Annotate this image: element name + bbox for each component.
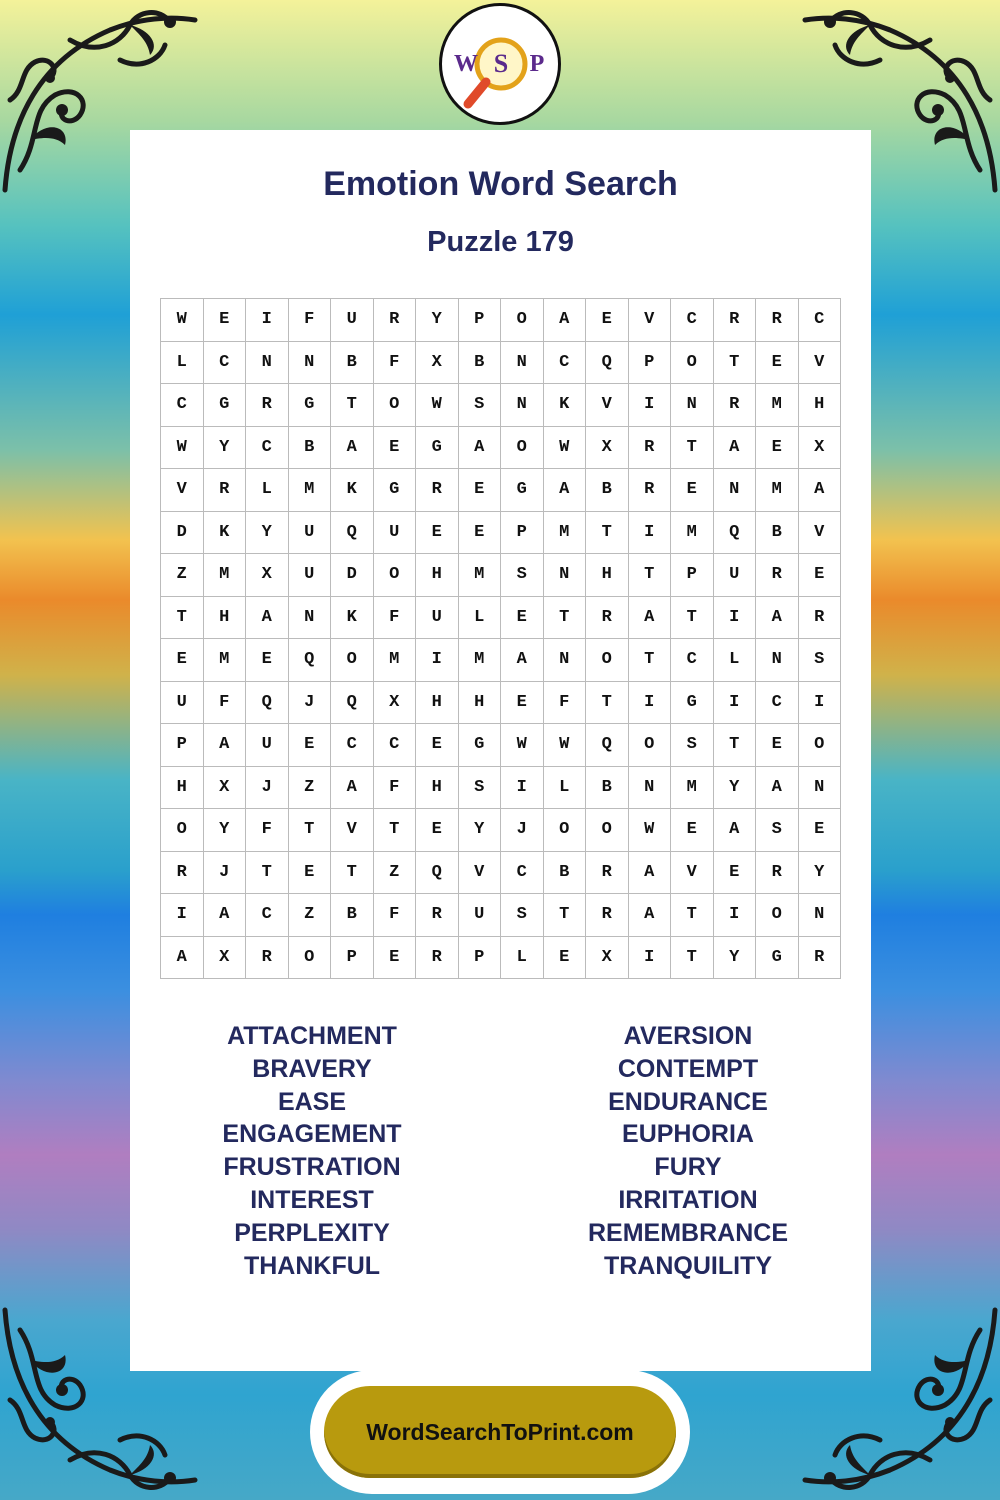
grid-cell[interactable]: E [459,512,502,555]
grid-cell[interactable]: C [756,682,799,725]
grid-cell[interactable]: H [204,597,247,640]
grid-cell[interactable]: R [374,299,417,342]
grid-cell[interactable]: W [161,427,204,470]
grid-cell[interactable]: Y [714,767,757,810]
grid-cell[interactable]: P [161,724,204,767]
grid-cell[interactable]: E [671,809,714,852]
grid-cell[interactable]: P [459,299,502,342]
grid-cell[interactable]: R [629,469,672,512]
grid-cell[interactable]: M [459,554,502,597]
grid-cell[interactable]: L [544,767,587,810]
grid-cell[interactable]: G [204,384,247,427]
site-link-button[interactable]: WordSearchToPrint.com [324,1386,676,1478]
grid-cell[interactable]: R [416,469,459,512]
grid-cell[interactable]: A [629,852,672,895]
grid-cell[interactable]: J [289,682,332,725]
grid-cell[interactable]: D [331,554,374,597]
grid-cell[interactable]: C [331,724,374,767]
grid-cell[interactable]: O [374,384,417,427]
puzzle-number: Puzzle 179 [427,226,574,258]
grid-cell[interactable]: R [246,937,289,980]
grid-cell[interactable]: Z [161,554,204,597]
grid-cell[interactable]: G [374,469,417,512]
grid-cell[interactable]: T [544,597,587,640]
grid-cell[interactable]: O [586,809,629,852]
grid-cell[interactable]: U [374,512,417,555]
grid-cell[interactable]: T [331,384,374,427]
grid-cell[interactable]: E [714,852,757,895]
grid-cell[interactable]: E [799,554,842,597]
grid-cell[interactable]: A [714,427,757,470]
grid-cell[interactable]: I [629,512,672,555]
grid-cell[interactable]: B [459,342,502,385]
grid-cell[interactable]: W [416,384,459,427]
grid-cell[interactable]: I [629,937,672,980]
grid-cell[interactable]: I [501,767,544,810]
grid-cell[interactable]: S [459,384,502,427]
grid-cell[interactable]: A [161,937,204,980]
word-list-item: ENGAGEMENT [222,1120,402,1149]
word-list-item: FRUSTRATION [223,1153,401,1182]
grid-cell[interactable]: V [671,852,714,895]
grid-cell[interactable]: T [629,554,672,597]
grid-cell[interactable]: T [161,597,204,640]
site-logo[interactable] [439,3,561,125]
grid-cell[interactable]: E [501,682,544,725]
grid-cell[interactable]: K [544,384,587,427]
grid-cell[interactable]: I [714,682,757,725]
grid-cell[interactable]: T [246,852,289,895]
grid-cell[interactable]: K [204,512,247,555]
grid-cell[interactable]: E [756,342,799,385]
grid-cell[interactable]: Y [459,809,502,852]
grid-cell[interactable]: B [586,767,629,810]
grid-cell[interactable]: C [671,299,714,342]
grid-cell[interactable]: M [459,639,502,682]
grid-cell[interactable]: I [714,597,757,640]
grid-cell[interactable]: B [756,512,799,555]
grid-cell[interactable]: G [756,937,799,980]
grid-cell[interactable]: X [586,937,629,980]
grid-cell[interactable]: F [374,767,417,810]
grid-cell[interactable]: X [586,427,629,470]
word-list-item: REMEMBRANCE [588,1218,788,1247]
word-list-item: ATTACHMENT [227,1022,397,1050]
grid-cell[interactable]: A [544,469,587,512]
grid-cell[interactable]: X [246,554,289,597]
grid-cell[interactable]: I [246,299,289,342]
grid-cell[interactable]: S [671,724,714,767]
grid-cell[interactable]: W [161,299,204,342]
grid-cell[interactable]: N [544,639,587,682]
grid-cell[interactable]: W [544,427,587,470]
grid-cell[interactable]: I [714,894,757,937]
word-list-item: BRAVERY [252,1054,372,1083]
grid-cell[interactable]: A [756,767,799,810]
grid-cell[interactable]: C [204,342,247,385]
grid-cell[interactable]: H [161,767,204,810]
grid-cell[interactable]: T [671,427,714,470]
grid-cell[interactable]: M [671,512,714,555]
grid-cell[interactable]: B [586,469,629,512]
grid-cell[interactable]: H [416,554,459,597]
grid-cell[interactable]: V [331,809,374,852]
grid-cell[interactable]: N [246,342,289,385]
grid-cell[interactable]: B [289,427,332,470]
grid-cell[interactable]: U [459,894,502,937]
grid-cell[interactable]: O [289,937,332,980]
grid-cell[interactable]: L [459,597,502,640]
grid-cell[interactable]: N [544,554,587,597]
grid-cell[interactable]: C [501,852,544,895]
logo-letter-p: P [529,51,545,77]
grid-cell[interactable]: P [629,342,672,385]
grid-cell[interactable]: A [629,894,672,937]
grid-cell[interactable]: T [714,724,757,767]
grid-cell[interactable]: T [289,809,332,852]
grid-cell[interactable]: J [204,852,247,895]
word-list-item: ENDURANCE [608,1087,768,1116]
grid-cell[interactable]: F [204,682,247,725]
grid-cell[interactable]: N [756,639,799,682]
grid-cell[interactable]: R [416,937,459,980]
grid-cell[interactable]: C [671,639,714,682]
grid-cell[interactable]: C [374,724,417,767]
grid-cell[interactable]: X [374,682,417,725]
grid-cell[interactable]: A [714,809,757,852]
grid-cell[interactable]: E [459,469,502,512]
grid-cell[interactable]: Q [586,342,629,385]
grid-cell[interactable]: Z [289,894,332,937]
grid-cell[interactable]: X [204,767,247,810]
grid-cell[interactable]: L [161,342,204,385]
grid-cell[interactable]: S [501,554,544,597]
grid-cell[interactable]: R [756,852,799,895]
grid-cell[interactable]: Q [416,852,459,895]
grid-cell[interactable]: H [416,682,459,725]
word-list-left [152,1020,472,1282]
grid-cell[interactable]: U [416,597,459,640]
word-list-item: TRANQUILITY [603,1251,773,1280]
grid-cell[interactable]: R [416,894,459,937]
grid-cell[interactable]: Q [586,724,629,767]
grid-cell[interactable]: L [246,469,289,512]
grid-cell[interactable]: A [331,427,374,470]
grid-cell[interactable]: U [331,299,374,342]
grid-cell[interactable]: E [544,937,587,980]
magnifier-icon [442,6,558,122]
grid-cell[interactable]: I [161,894,204,937]
page-title: Emotion Word Search [323,165,678,203]
grid-cell[interactable]: C [799,299,842,342]
grid-cell[interactable]: M [756,384,799,427]
grid-cell[interactable]: U [289,554,332,597]
grid-cell[interactable]: E [671,469,714,512]
grid-cell[interactable]: R [714,299,757,342]
grid-cell[interactable]: P [459,937,502,980]
grid-cell[interactable]: O [501,299,544,342]
grid-cell[interactable]: R [756,299,799,342]
logo-letter-s: S [493,49,509,78]
grid-cell[interactable]: X [799,427,842,470]
grid-cell[interactable]: I [416,639,459,682]
grid-cell[interactable]: V [799,512,842,555]
grid-cell[interactable]: R [586,852,629,895]
grid-cell[interactable]: F [374,342,417,385]
grid-cell[interactable]: K [331,597,374,640]
grid-cell[interactable]: E [289,724,332,767]
grid-cell[interactable]: M [289,469,332,512]
footer-pill [310,1370,690,1494]
grid-cell[interactable]: N [629,767,672,810]
grid-cell[interactable]: A [204,724,247,767]
grid-cell[interactable]: J [246,767,289,810]
grid-cell[interactable]: R [629,427,672,470]
grid-cell[interactable]: Y [799,852,842,895]
grid-cell[interactable]: V [586,384,629,427]
grid-cell[interactable]: S [501,894,544,937]
grid-cell[interactable]: U [289,512,332,555]
grid-cell[interactable]: M [544,512,587,555]
word-list-item: PERPLEXITY [234,1218,390,1247]
grid-cell[interactable]: A [629,597,672,640]
grid-cell[interactable]: M [756,469,799,512]
grid-cell[interactable]: G [671,682,714,725]
grid-cell[interactable]: E [289,852,332,895]
grid-cell[interactable]: E [756,427,799,470]
grid-cell[interactable]: T [671,597,714,640]
grid-cell[interactable]: U [246,724,289,767]
grid-cell[interactable]: T [586,682,629,725]
grid-cell[interactable]: C [544,342,587,385]
word-list-item: CONTEMPT [617,1054,759,1083]
grid-cell[interactable]: F [289,299,332,342]
grid-cell[interactable]: D [161,512,204,555]
grid-cell[interactable]: O [501,427,544,470]
grid-cell[interactable]: R [586,894,629,937]
grid-cell[interactable]: E [374,937,417,980]
grid-cell[interactable]: F [544,682,587,725]
grid-cell[interactable]: K [331,469,374,512]
grid-cell[interactable]: O [629,724,672,767]
grid-cell[interactable]: T [331,852,374,895]
grid-cell[interactable]: M [204,639,247,682]
grid-cell[interactable]: O [671,342,714,385]
grid-cell[interactable]: B [544,852,587,895]
grid-cell[interactable]: V [459,852,502,895]
grid-cell[interactable]: C [246,427,289,470]
grid-cell[interactable]: I [629,682,672,725]
grid-cell[interactable]: R [714,384,757,427]
grid-cell[interactable]: E [374,427,417,470]
grid-cell[interactable]: T [671,937,714,980]
grid-cell[interactable]: C [161,384,204,427]
grid-cell[interactable]: E [416,724,459,767]
grid-cell[interactable]: O [799,724,842,767]
grid-cell[interactable]: R [204,469,247,512]
grid-cell[interactable]: O [161,809,204,852]
grid-cell[interactable]: A [246,597,289,640]
grid-cell[interactable]: T [671,894,714,937]
grid-cell[interactable]: X [416,342,459,385]
word-list-item: IRRITATION [618,1185,758,1214]
grid-cell[interactable]: E [204,299,247,342]
grid-cell[interactable]: V [161,469,204,512]
word-list-item: THANKFUL [243,1251,381,1280]
grid-cell[interactable]: P [331,937,374,980]
grid-cell[interactable]: M [671,767,714,810]
grid-cell[interactable]: T [374,809,417,852]
puzzle-sheet [130,130,871,1371]
grid-cell[interactable]: E [586,299,629,342]
logo-letter-w: W [454,51,478,77]
grid-cell[interactable]: J [501,809,544,852]
grid-cell[interactable]: Z [374,852,417,895]
grid-cell[interactable]: F [374,894,417,937]
grid-cell[interactable]: M [204,554,247,597]
grid-cell[interactable]: O [586,639,629,682]
grid-cell[interactable]: U [714,554,757,597]
grid-cell[interactable]: N [289,342,332,385]
grid-cell[interactable]: P [671,554,714,597]
grid-cell[interactable]: B [331,342,374,385]
grid-cell[interactable]: T [544,894,587,937]
grid-cell[interactable]: R [161,852,204,895]
grid-cell[interactable]: E [246,639,289,682]
grid-cell[interactable]: Q [246,682,289,725]
grid-cell[interactable]: N [289,597,332,640]
grid-cell[interactable]: W [629,809,672,852]
grid-cell[interactable]: T [586,512,629,555]
grid-cell[interactable]: N [714,469,757,512]
grid-cell[interactable]: W [501,724,544,767]
grid-cell[interactable]: Y [246,512,289,555]
grid-cell[interactable]: E [756,724,799,767]
grid-cell[interactable]: Q [289,639,332,682]
grid-cell[interactable]: V [629,299,672,342]
word-list-item: EUPHORIA [622,1120,754,1149]
grid-cell[interactable]: N [501,342,544,385]
grid-cell[interactable]: G [416,427,459,470]
grid-cell[interactable]: H [586,554,629,597]
grid-cell[interactable]: A [799,469,842,512]
grid-cell[interactable]: Y [714,937,757,980]
grid-cell[interactable]: E [501,597,544,640]
grid-cell[interactable]: O [544,809,587,852]
grid-cell[interactable]: G [289,384,332,427]
grid-cell[interactable]: L [714,639,757,682]
grid-cell[interactable]: I [799,682,842,725]
word-list-right [528,1020,848,1282]
grid-cell[interactable]: H [459,682,502,725]
grid-cell[interactable]: W [544,724,587,767]
grid-cell[interactable]: T [714,342,757,385]
grid-cell[interactable]: R [756,554,799,597]
grid-cell[interactable]: E [161,639,204,682]
grid-cell[interactable]: F [246,809,289,852]
grid-cell[interactable]: S [756,809,799,852]
grid-cell[interactable]: M [374,639,417,682]
letter-grid [160,298,841,979]
grid-cell[interactable]: G [501,469,544,512]
grid-cell[interactable]: A [331,767,374,810]
grid-cell[interactable]: Z [289,767,332,810]
grid-cell[interactable]: R [799,597,842,640]
grid-cell[interactable]: Y [204,809,247,852]
grid-cell[interactable]: B [331,894,374,937]
grid-cell[interactable]: U [161,682,204,725]
grid-cell[interactable]: I [629,384,672,427]
grid-cell[interactable]: V [799,342,842,385]
grid-cell[interactable]: A [501,639,544,682]
grid-cell[interactable]: L [501,937,544,980]
grid-cell[interactable]: Q [331,512,374,555]
grid-cell[interactable]: A [544,299,587,342]
grid-cell[interactable]: O [374,554,417,597]
grid-cell[interactable]: A [459,427,502,470]
grid-cell[interactable]: E [416,512,459,555]
grid-cell[interactable]: X [204,937,247,980]
grid-cell[interactable]: P [501,512,544,555]
grid-cell[interactable]: R [799,937,842,980]
grid-cell[interactable]: O [756,894,799,937]
grid-cell[interactable]: O [331,639,374,682]
grid-cell[interactable]: N [501,384,544,427]
grid-cell[interactable]: E [416,809,459,852]
grid-cell[interactable]: H [799,384,842,427]
grid-cell[interactable]: R [586,597,629,640]
grid-cell[interactable]: E [799,809,842,852]
grid-cell[interactable]: N [799,894,842,937]
word-list-item: FURY [654,1153,722,1182]
word-list-item: EASE [277,1087,347,1116]
word-list-item: INTEREST [250,1185,374,1214]
grid-cell[interactable]: A [204,894,247,937]
grid-cell[interactable]: H [416,767,459,810]
grid-cell[interactable]: S [799,639,842,682]
grid-cell[interactable]: F [374,597,417,640]
grid-cell[interactable]: Q [331,682,374,725]
grid-cell[interactable]: Y [416,299,459,342]
grid-cell[interactable]: S [459,767,502,810]
grid-cell[interactable]: A [756,597,799,640]
grid-cell[interactable]: R [246,384,289,427]
grid-cell[interactable]: Q [714,512,757,555]
grid-cell[interactable]: C [246,894,289,937]
grid-cell[interactable]: G [459,724,502,767]
grid-cell[interactable]: N [671,384,714,427]
word-list-item: AVERSION [623,1022,753,1050]
grid-cell[interactable]: T [629,639,672,682]
grid-cell[interactable]: N [799,767,842,810]
grid-cell[interactable]: Y [204,427,247,470]
